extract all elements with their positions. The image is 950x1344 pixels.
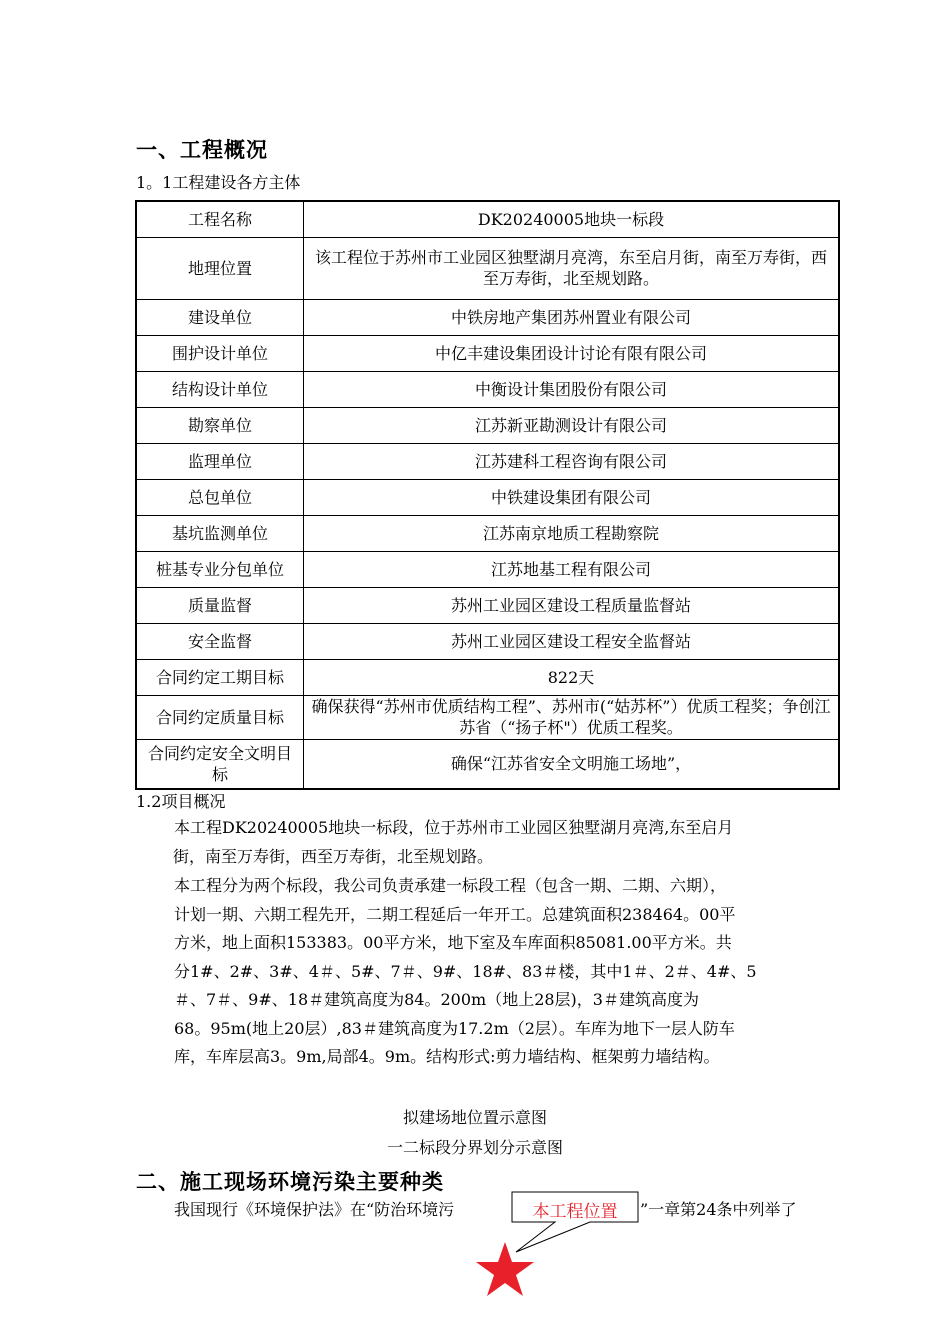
table-value-cell: 该工程位于苏州市工业园区独墅湖月亮湾，东至启月街，南至万寿街，西至万寿街，北至规划路。 — [304, 237, 840, 299]
paragraph-line: 68。95m(地上20层）,83＃建筑高度为17.2m（2层）。车库为地下一层人防车 — [174, 1018, 735, 1038]
paragraph-line: 计划一期、六期工程先开，二期工程延后一年开工。总建筑面积238464。00平 — [174, 904, 736, 924]
table-value-cell: 中铁房地产集团苏州置业有限公司 — [304, 299, 840, 335]
paragraph-line: 街，南至万寿街，西至万寿街，北至规划路。 — [173, 846, 494, 866]
caption-site-location: 拟建场地位置示意图 — [402, 1108, 547, 1127]
table-label-cell: 合同约定质量目标 — [136, 695, 304, 739]
table-label-cell: 建设单位 — [136, 299, 304, 335]
table-label-cell: 桩基专业分包单位 — [136, 551, 304, 587]
paragraph-line: 分1#、2#、3#、4＃、5#、7＃、9#、18#、83＃楼，其中1＃、2＃、4#、5 — [174, 961, 757, 981]
paragraph-3-end: ”一章第24条中列举了 — [640, 1200, 797, 1219]
table-value-cell: 苏州工业园区建设工程质量监督站 — [304, 587, 840, 623]
table-value-cell: 中亿丰建设集团设计讨论有限有限公司 — [304, 335, 840, 371]
table-label-cell: 合同约定安全文明目标 — [136, 739, 304, 789]
red-star-icon — [476, 1242, 534, 1296]
paragraph-line: ＃、7＃、9#、18＃建筑高度为84。200m（地上28层)，3＃建筑高度为 — [174, 990, 699, 1009]
table-value-cell: 江苏南京地质工程勘察院 — [304, 515, 840, 551]
table-label-cell: 质量监督 — [136, 587, 304, 623]
table-value-cell: 822天 — [304, 659, 840, 695]
table-label-cell: 勘察单位 — [136, 407, 304, 443]
table-value-cell: 中衡设计集团股份有限公司 — [304, 371, 840, 407]
table-value-cell: 中铁建设集团有限公司 — [304, 479, 840, 515]
table-value-cell: 江苏建科工程咨询有限公司 — [304, 443, 840, 479]
paragraph-line: 库，车库层高3。9m,局部4。9m。结构形式:剪力墙结构、框架剪力墙结构。 — [174, 1047, 720, 1066]
table-label-cell: 监理单位 — [136, 443, 304, 479]
caption-section-division: 一二标段分界划分示意图 — [386, 1138, 563, 1157]
table-value-cell: 确保“江苏省安全文明施工场地”， — [304, 739, 840, 789]
table-label-cell: 安全监督 — [136, 623, 304, 659]
sub2-title: 1.2项目概况 — [136, 792, 226, 811]
table-value-cell: 苏州工业园区建设工程安全监督站 — [304, 623, 840, 659]
table-label-cell: 围护设计单位 — [136, 335, 304, 371]
table-value-cell: 确保获得“苏州市优质结构工程”、苏州市(“姑苏杯”）优质工程奖；争创江苏省（“扬子杯"）优质工程奖。 — [304, 695, 840, 739]
section1-title: 一、工程概况 — [136, 138, 268, 162]
paragraph-line: 方米，地上面积153383。00平方米，地下室及车库面积85081.00平方米。共 — [174, 933, 732, 952]
paragraph-3-start: 我国现行《环境保护法》在“防治环境污 — [174, 1200, 455, 1219]
table-label-cell: 结构设计单位 — [136, 371, 304, 407]
table-value-cell: 江苏地基工程有限公司 — [304, 551, 840, 587]
sub1-title: 1。1工程建设各方主体 — [136, 173, 301, 192]
table-label-cell: 合同约定工期目标 — [136, 659, 304, 695]
paragraph-line: 本工程分为两个标段，我公司负责承建一标段工程（包含一期、二期、六期）， — [174, 876, 727, 895]
table-value-cell: 江苏新亚勘测设计有限公司 — [304, 407, 840, 443]
section2-title: 二、施工现场环境污染主要种类 — [136, 1170, 444, 1194]
table-label-cell: 工程名称 — [136, 201, 304, 237]
table-value-cell: DK20240005地块一标段 — [304, 201, 840, 237]
table-label-cell: 基坑监测单位 — [136, 515, 304, 551]
table-label-cell: 总包单位 — [136, 479, 304, 515]
table-label-cell: 地理位置 — [136, 237, 304, 299]
paragraph-line: 本工程DK20240005地块一标段，位于苏州市工业园区独墅湖月亮湾,东至启月 — [174, 818, 734, 837]
callout-label: 本工程位置 — [532, 1202, 618, 1222]
